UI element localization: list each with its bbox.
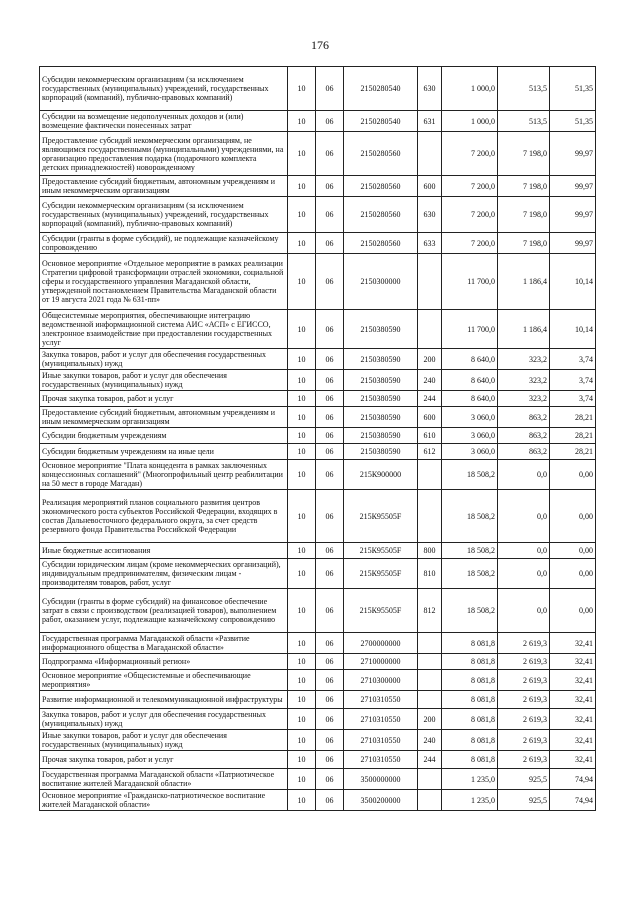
row-fact: 863,2 [498,428,550,444]
row-percent: 74,94 [550,769,596,790]
row-section: 10 [288,790,316,811]
row-fact: 1 186,4 [498,254,550,310]
row-expense-type: 630 [418,197,442,233]
row-subsection: 06 [316,709,344,730]
row-section: 10 [288,233,316,254]
row-expense-type [418,460,442,490]
row-plan: 8 081,8 [442,730,498,751]
row-expense-type: 800 [418,543,442,559]
row-section: 10 [288,444,316,460]
row-name: Иные закупки товаров, работ и услуг для обеспечения государственных (муниципальных) нужд [40,730,288,751]
table-row [40,559,596,589]
row-fact: 2 619,3 [498,751,550,769]
row-fact: 7 198,0 [498,176,550,197]
row-expense-type: 631 [418,111,442,132]
row-fact: 863,2 [498,444,550,460]
row-section: 10 [288,589,316,633]
row-name: Субсидии бюджетным учреждениям [40,428,288,444]
row-plan: 11 700,0 [442,310,498,349]
row-target-article: 2150280540 [344,67,418,111]
row-percent: 99,97 [550,132,596,176]
row-percent: 51,35 [550,111,596,132]
row-percent: 32,41 [550,709,596,730]
table-row [40,589,596,633]
row-subsection: 06 [316,559,344,589]
row-subsection: 06 [316,310,344,349]
row-expense-type: 244 [418,751,442,769]
table-row [40,370,596,391]
row-plan: 1 000,0 [442,111,498,132]
row-subsection: 06 [316,444,344,460]
row-section: 10 [288,428,316,444]
row-expense-type [418,670,442,691]
row-percent: 0,00 [550,460,596,490]
row-target-article: 2150280560 [344,132,418,176]
row-plan: 8 081,8 [442,633,498,654]
table-row [40,254,596,310]
row-subsection: 06 [316,790,344,811]
row-name: Субсидии некоммерческим организациям (за исключением государственных (муниципальных) учреждений, государственных корпораций (компаний), публично-правовых компаний) [40,67,288,111]
row-section: 10 [288,254,316,310]
row-name: Государственная программа Магаданской области «Развитие информационного общества в Магаданской области» [40,633,288,654]
row-percent: 32,41 [550,751,596,769]
row-target-article: 2150380590 [344,310,418,349]
row-subsection: 06 [316,407,344,428]
row-section: 10 [288,709,316,730]
row-expense-type [418,633,442,654]
row-percent: 10,14 [550,254,596,310]
row-name: Предоставление субсидий бюджетным, автономным учреждениям и иным некоммерческим организациям [40,407,288,428]
row-subsection: 06 [316,543,344,559]
row-fact: 323,2 [498,349,550,370]
row-target-article: 215К95505F [344,589,418,633]
row-expense-type [418,310,442,349]
row-percent: 3,74 [550,349,596,370]
row-section: 10 [288,490,316,543]
row-expense-type [418,132,442,176]
row-expense-type: 610 [418,428,442,444]
row-name: Прочая закупка товаров, работ и услуг [40,391,288,407]
row-target-article: 215К95505F [344,559,418,589]
row-percent: 99,97 [550,197,596,233]
row-plan: 11 700,0 [442,254,498,310]
table-body [40,67,596,811]
row-name: Основное мероприятие «Гражданско-патриотическое воспитание жителей Магаданской области» [40,790,288,811]
row-subsection: 06 [316,691,344,709]
row-fact: 2 619,3 [498,691,550,709]
row-section: 10 [288,370,316,391]
row-expense-type: 633 [418,233,442,254]
row-name: Субсидии (гранты в форме субсидий), не подлежащие казначейскому сопровождению [40,233,288,254]
row-percent: 99,97 [550,176,596,197]
row-plan: 3 060,0 [442,444,498,460]
row-percent: 28,21 [550,428,596,444]
row-section: 10 [288,407,316,428]
row-target-article: 2150380590 [344,349,418,370]
row-section: 10 [288,132,316,176]
row-fact: 323,2 [498,391,550,407]
row-plan: 8 081,8 [442,691,498,709]
table-row [40,132,596,176]
row-target-article: 2150380590 [344,370,418,391]
row-plan: 18 508,2 [442,543,498,559]
row-plan: 8 640,0 [442,370,498,391]
page-number: 176 [311,38,329,52]
table-row [40,751,596,769]
row-fact: 323,2 [498,370,550,391]
row-name: Подпрограмма «Информационный регион» [40,654,288,670]
row-expense-type [418,790,442,811]
row-target-article: 2150280560 [344,197,418,233]
row-plan: 3 060,0 [442,428,498,444]
row-name: Субсидии (гранты в форме субсидий) на финансовое обеспечение затрат в связи с производством (реализацией товаров), выполнением работ, оказанием услуг, подлежащие казначейскому сопровождению [40,589,288,633]
row-target-article: 2710310550 [344,730,418,751]
row-section: 10 [288,654,316,670]
row-name: Основное мероприятие "Плата концедента в рамках заключенных концессионных соглашений" (Многопрофильный центр реабилитации на 50 мест в городе Магадан) [40,460,288,490]
row-section: 10 [288,769,316,790]
row-fact: 0,0 [498,589,550,633]
table-row [40,691,596,709]
row-name: Иные бюджетные ассигнования [40,543,288,559]
row-target-article: 3500200000 [344,790,418,811]
row-expense-type: 244 [418,391,442,407]
row-expense-type: 630 [418,67,442,111]
row-plan: 7 200,0 [442,233,498,254]
row-percent: 10,14 [550,310,596,349]
row-expense-type: 240 [418,370,442,391]
row-expense-type: 812 [418,589,442,633]
row-section: 10 [288,670,316,691]
row-target-article: 3500000000 [344,769,418,790]
row-expense-type: 600 [418,407,442,428]
row-name: Иные закупки товаров, работ и услуг для обеспечения государственных (муниципальных) нужд [40,370,288,391]
row-fact: 2 619,3 [498,654,550,670]
row-name: Прочая закупка товаров, работ и услуг [40,751,288,769]
row-fact: 1 186,4 [498,310,550,349]
row-expense-type: 240 [418,730,442,751]
row-subsection: 06 [316,670,344,691]
row-expense-type [418,654,442,670]
row-percent: 32,41 [550,633,596,654]
row-subsection: 06 [316,769,344,790]
row-fact: 7 198,0 [498,233,550,254]
row-section: 10 [288,730,316,751]
row-subsection: 06 [316,391,344,407]
table-row [40,428,596,444]
row-target-article: 2710000000 [344,654,418,670]
table-row [40,310,596,349]
row-name: Предоставление субсидий некоммерческим организациям, не являющимся государственными (муниципальными) учреждениями, на организацию предоставления подарка (подарочного комплекта детских принадлежностей) новорожденному [40,132,288,176]
row-expense-type: 612 [418,444,442,460]
table-row [40,67,596,111]
row-percent: 74,94 [550,790,596,811]
table-row [40,111,596,132]
row-subsection: 06 [316,67,344,111]
row-subsection: 06 [316,233,344,254]
row-fact: 863,2 [498,407,550,428]
table-row [40,391,596,407]
row-percent: 0,00 [550,559,596,589]
row-plan: 7 200,0 [442,176,498,197]
row-target-article: 2150280560 [344,233,418,254]
row-section: 10 [288,67,316,111]
row-subsection: 06 [316,176,344,197]
row-target-article: 2150280540 [344,111,418,132]
row-fact: 0,0 [498,543,550,559]
row-section: 10 [288,543,316,559]
table-row [40,670,596,691]
table-row [40,349,596,370]
row-expense-type [418,254,442,310]
table-row [40,490,596,543]
row-plan: 18 508,2 [442,490,498,543]
row-subsection: 06 [316,197,344,233]
row-target-article: 2150380590 [344,391,418,407]
row-subsection: 06 [316,751,344,769]
row-expense-type: 600 [418,176,442,197]
row-name: Общесистемные мероприятия, обеспечивающие интеграцию ведомственной информационной система АИС «АСП» с ЕГИССО, электронное взаимодействие при предоставлении государственных услуг [40,310,288,349]
row-target-article: 2150280560 [344,176,418,197]
table-row [40,460,596,490]
row-percent: 0,00 [550,543,596,559]
row-plan: 8 081,8 [442,751,498,769]
row-target-article: 2150380590 [344,407,418,428]
row-percent: 99,97 [550,233,596,254]
row-expense-type: 810 [418,559,442,589]
row-name: Основное мероприятие «Отдельное мероприятие в рамках реализации Стратегии цифровой трансформации отраслей экономики, социальной сферы и государственного управления Магаданской области, утвержденной постановлением Правительства Магаданской области от 19 августа 2021 года № 631-пп» [40,254,288,310]
row-fact: 0,0 [498,460,550,490]
row-percent: 3,74 [550,391,596,407]
row-target-article: 2150380590 [344,428,418,444]
row-section: 10 [288,111,316,132]
row-section: 10 [288,751,316,769]
row-target-article: 2710310550 [344,709,418,730]
row-plan: 8 081,8 [442,709,498,730]
row-fact: 0,0 [498,559,550,589]
row-fact: 925,5 [498,790,550,811]
row-fact: 7 198,0 [498,197,550,233]
table-row [40,769,596,790]
row-section: 10 [288,310,316,349]
row-subsection: 06 [316,460,344,490]
row-plan: 7 200,0 [442,197,498,233]
row-plan: 18 508,2 [442,559,498,589]
row-section: 10 [288,349,316,370]
row-section: 10 [288,460,316,490]
row-fact: 2 619,3 [498,670,550,691]
row-subsection: 06 [316,633,344,654]
row-name: Закупка товаров, работ и услуг для обеспечения государственных (муниципальных) нужд [40,349,288,370]
row-expense-type [418,490,442,543]
row-name: Государственная программа Магаданской области «Патриотическое воспитание жителей Магаданской области» [40,769,288,790]
row-percent: 28,21 [550,444,596,460]
row-section: 10 [288,197,316,233]
table-row [40,790,596,811]
row-plan: 7 200,0 [442,132,498,176]
row-target-article: 2710310550 [344,691,418,709]
row-target-article: 2150380590 [344,444,418,460]
row-subsection: 06 [316,370,344,391]
table-row [40,407,596,428]
table-row [40,444,596,460]
table-row [40,709,596,730]
row-percent: 32,41 [550,730,596,751]
row-subsection: 06 [316,132,344,176]
row-percent: 32,41 [550,654,596,670]
row-subsection: 06 [316,254,344,310]
row-percent: 28,21 [550,407,596,428]
row-percent: 51,35 [550,67,596,111]
table-row [40,654,596,670]
table-row [40,176,596,197]
row-target-article: 215К95505F [344,490,418,543]
table-row [40,543,596,559]
row-percent: 0,00 [550,490,596,543]
row-section: 10 [288,176,316,197]
row-plan: 8 640,0 [442,349,498,370]
row-plan: 18 508,2 [442,589,498,633]
row-percent: 32,41 [550,691,596,709]
row-plan: 8 081,8 [442,654,498,670]
row-target-article: 215К900000 [344,460,418,490]
row-section: 10 [288,633,316,654]
row-fact: 7 198,0 [498,132,550,176]
row-name: Закупка товаров, работ и услуг для обеспечения государственных (муниципальных) нужд [40,709,288,730]
row-fact: 0,0 [498,490,550,543]
row-subsection: 06 [316,349,344,370]
row-plan: 8 081,8 [442,670,498,691]
row-fact: 2 619,3 [498,633,550,654]
row-name: Развитие информационной и телекоммуникационной инфраструктуры [40,691,288,709]
row-expense-type [418,691,442,709]
row-subsection: 06 [316,428,344,444]
row-expense-type: 200 [418,349,442,370]
row-subsection: 06 [316,490,344,543]
row-fact: 513,5 [498,111,550,132]
row-percent: 3,74 [550,370,596,391]
row-section: 10 [288,691,316,709]
row-name: Реализация мероприятий планов социального развития центров экономического роста субъектов Российской Федерации, входящих в состав Дальневосточного федерального округа, за счет средств резервного фонда Правительства Российской Федерации [40,490,288,543]
row-percent: 32,41 [550,670,596,691]
row-fact: 2 619,3 [498,709,550,730]
table-row [40,233,596,254]
row-name: Предоставление субсидий бюджетным, автономным учреждениям и иным некоммерческим организациям [40,176,288,197]
row-section: 10 [288,559,316,589]
row-plan: 18 508,2 [442,460,498,490]
row-plan: 3 060,0 [442,407,498,428]
row-subsection: 06 [316,589,344,633]
row-target-article: 215К95505F [344,543,418,559]
row-name: Основное мероприятие «Общесистемные и обеспечивающие мероприятия» [40,670,288,691]
row-name: Субсидии юридическим лицам (кроме некоммерческих организаций), индивидуальным предпринимателям, физическим лицам - производителям товаров, работ, услуг [40,559,288,589]
row-plan: 1 235,0 [442,790,498,811]
row-expense-type [418,769,442,790]
row-plan: 1 235,0 [442,769,498,790]
table-row [40,197,596,233]
row-target-article: 2710300000 [344,670,418,691]
row-target-article: 2150300000 [344,254,418,310]
row-subsection: 06 [316,654,344,670]
row-target-article: 2710310550 [344,751,418,769]
row-expense-type: 200 [418,709,442,730]
table-row [40,633,596,654]
budget-table [39,66,596,811]
table-row [40,730,596,751]
row-section: 10 [288,391,316,407]
row-fact: 925,5 [498,769,550,790]
row-name: Субсидии бюджетным учреждениям на иные цели [40,444,288,460]
row-fact: 513,5 [498,67,550,111]
row-fact: 2 619,3 [498,730,550,751]
row-plan: 1 000,0 [442,67,498,111]
row-name: Субсидии некоммерческим организациям (за исключением государственных (муниципальных) учреждений, государственных корпораций (компаний), публично-правовых компаний) [40,197,288,233]
row-percent: 0,00 [550,589,596,633]
row-subsection: 06 [316,730,344,751]
row-subsection: 06 [316,111,344,132]
row-plan: 8 640,0 [442,391,498,407]
row-name: Субсидии на возмещение недополученных доходов и (или) возмещение фактически понесенных затрат [40,111,288,132]
row-target-article: 2700000000 [344,633,418,654]
